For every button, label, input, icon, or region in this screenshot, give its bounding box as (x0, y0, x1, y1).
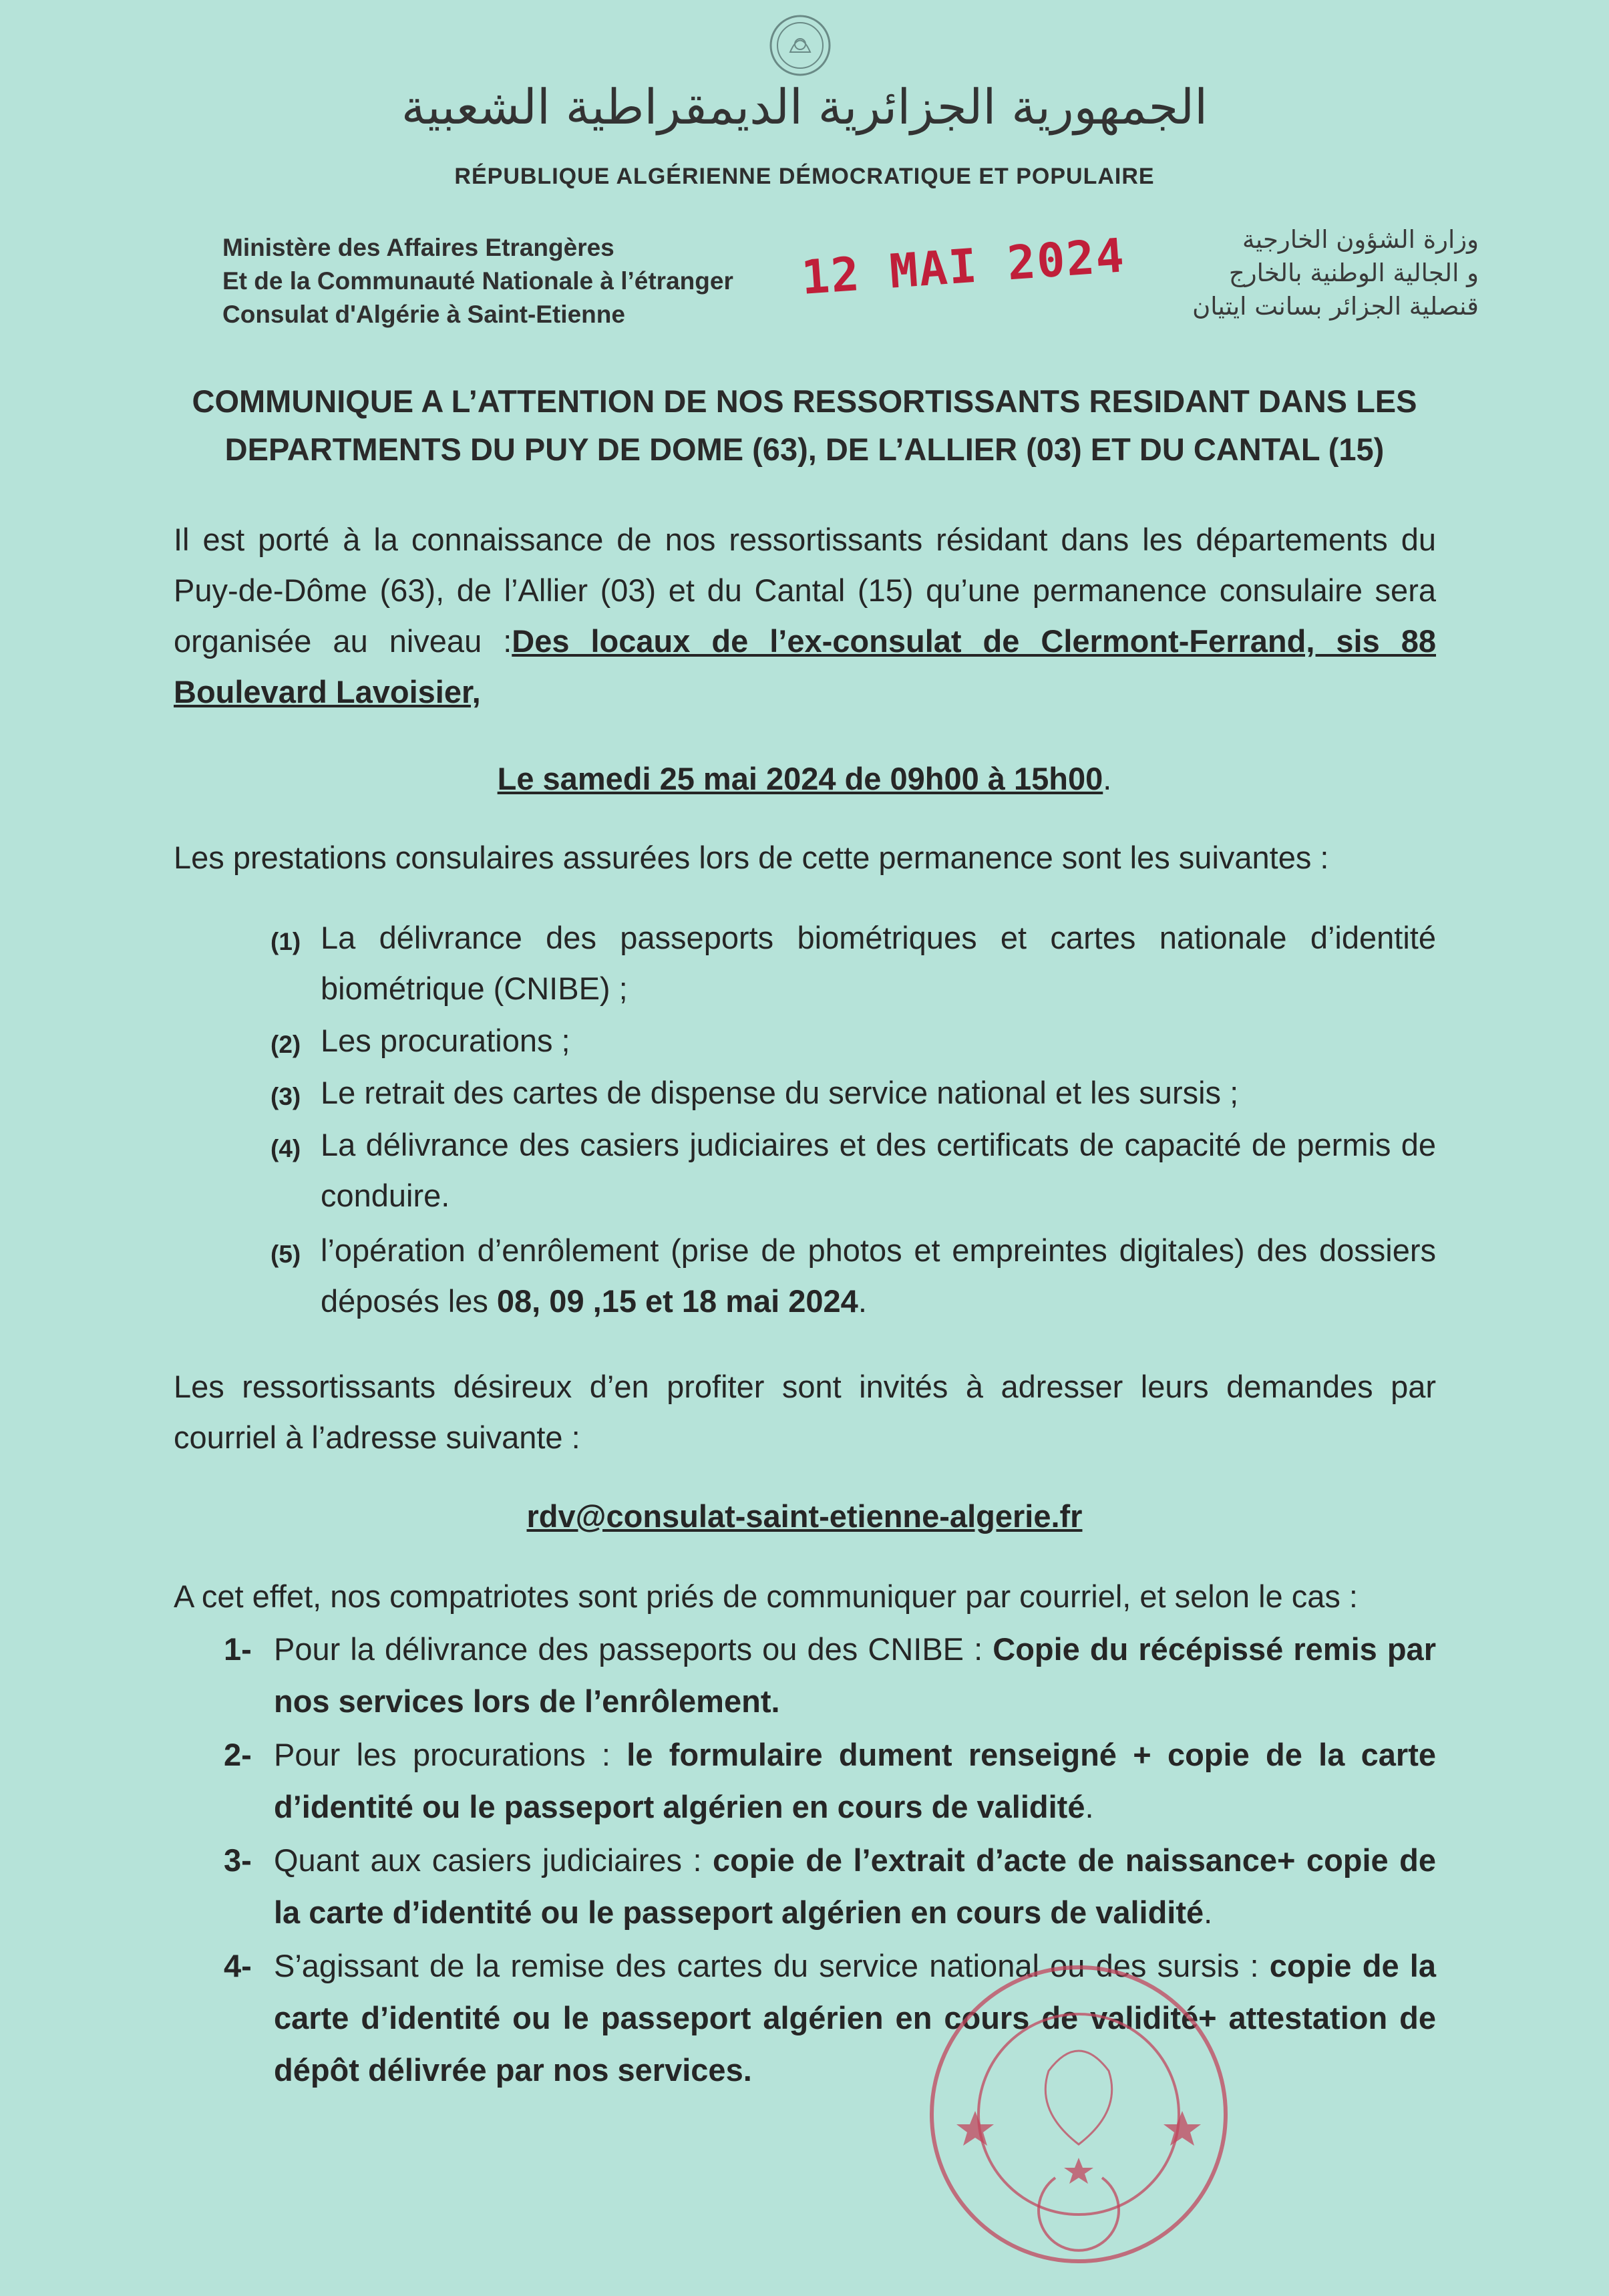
list-text-part: . (858, 1283, 867, 1319)
list-number: 2- (224, 1737, 252, 1772)
ministry-arabic-block (1192, 223, 1479, 323)
communique-heading (120, 377, 1489, 474)
intro-location: Des locaux de l’ex-consulat de Clermont-Ferrand, sis 88 Boulevard Lavoisier, (174, 623, 1437, 709)
list-number: (1) (271, 928, 301, 955)
list-item (271, 1068, 1436, 1118)
services-intro: Les prestations consulaires assurées lors de cette permanence sont les suivantes : (174, 840, 1329, 875)
intro-text: Il est porté à la connaissance de nos ressortissants résidant dans les départements du Puy-de-Dôme (63), de l’Allier (03) et du Cantal (15) qu’une permanence consulaire sera organisée au niveau : (174, 522, 1436, 659)
list-number: (3) (271, 1083, 301, 1110)
consulate-seal-icon (922, 1957, 1236, 2271)
date-line-suffix: . (1103, 761, 1112, 796)
list-text: La délivrance des passeports biométriques et cartes nationale d’identité biométrique (CNIBE) ; (321, 920, 1436, 1006)
ministry-line-ar: قنصلية الجزائر بسانت ايتيان (1192, 292, 1479, 321)
list-number: (5) (271, 1241, 301, 1268)
list-text: La délivrance des casiers judiciaires et des certificats de capacité de permis de conduire. (321, 1127, 1436, 1213)
list-item (271, 1120, 1436, 1221)
list-item (224, 1623, 1436, 1728)
ministry-line: Ministère des Affaires Etrangères (222, 234, 614, 261)
list-number: 3- (224, 1842, 252, 1878)
list-text-bold: copie de l’extrait d’acte de naissance+ copie de la carte d’identité ou le passeport algérien en cours de validité (274, 1842, 1436, 1930)
list-text-part: Pour la délivrance des passeports ou des CNIBE : (274, 1631, 993, 1667)
list-text-part: Pour les procurations : (274, 1737, 627, 1772)
ministry-line-ar: و الجالية الوطنية بالخارج (1228, 259, 1479, 287)
arabic-republic-title: الجمهورية الجزائرية الديمقراطية الشعبية (401, 79, 1208, 135)
list-text-part: . (1085, 1789, 1094, 1824)
ministry-line: Consulat d'Algérie à Saint-Etienne (222, 301, 625, 328)
list-item (271, 1225, 1436, 1327)
ministry-line: Et de la Communauté Nationale à l’étranger (222, 267, 733, 295)
list-number: (2) (271, 1031, 301, 1058)
list-item (224, 1940, 1436, 2096)
list-text-bold: le formulaire dument renseigné + copie de la carte d’identité ou le passeport algérien en cours de validité (274, 1737, 1436, 1824)
list-text (274, 1729, 1436, 1833)
list-item (224, 1729, 1436, 1833)
list-text-part: . (1204, 1895, 1213, 1930)
state-emblem-icon (767, 12, 834, 79)
list-text: Les procurations ; (321, 1023, 570, 1058)
french-republic-title: RÉPUBLIQUE ALGÉRIENNE DÉMOCRATIQUE ET POPULAIRE (454, 164, 1155, 189)
email-link[interactable]: rdv@consulat-saint-etienne-algerie.fr (526, 1498, 1083, 1534)
list-text: Le retrait des cartes de dispense du service national et les sursis ; (321, 1075, 1239, 1110)
intro-paragraph (174, 514, 1436, 717)
list-text-bold: Copie du récépissé remis par nos services lors de l’enrôlement. (274, 1631, 1436, 1719)
date-stamp: 12 MAI 2024 (799, 228, 1127, 305)
list-item (271, 1015, 1436, 1066)
list-number: (4) (271, 1135, 301, 1162)
list-text (274, 1834, 1436, 1939)
requirements-intro: A cet effet, nos compatriotes sont priés de communiquer par courriel, et selon le cas : (174, 1579, 1358, 1614)
list-text (274, 1623, 1436, 1728)
list-text-bold: 08, 09 ,15 et 18 mai 2024 (496, 1283, 858, 1319)
list-item (271, 913, 1436, 1014)
list-text-part: l’opération d’enrôlement (prise de photos et empreintes digitales) des dossiers déposés les (321, 1233, 1436, 1319)
list-number: 1- (224, 1631, 252, 1667)
list-text-part: S’agissant de la remise des cartes du service national ou des sursis : (274, 1948, 1270, 1983)
list-text-bold: copie de la carte d’identité ou le passeport algérien en cours de validité+ attestation de dépôt délivrée par nos services. (274, 1948, 1437, 2088)
list-text (274, 1940, 1436, 2096)
heading-line: COMMUNIQUE A L’ATTENTION DE NOS RESSORTISSANTS RESIDANT DANS LES (192, 383, 1417, 419)
list-text-part: Quant aux casiers judiciaires : (274, 1842, 713, 1878)
list-number: 4- (224, 1948, 252, 1983)
heading-line: DEPARTMENTS DU PUY DE DOME (63), DE L’ALLIER (03) ET DU CANTAL (15) (224, 432, 1385, 467)
date-line (0, 754, 1609, 804)
ministry-line-ar: وزارة الشؤون الخارجية (1242, 225, 1479, 254)
email-line (0, 1491, 1609, 1542)
list-item (224, 1834, 1436, 1939)
ministry-french-block (222, 231, 733, 331)
contact-intro: Les ressortissants désireux d’en profiter sont invités à adresser leurs demandes par courriel à l’adresse suivante : (174, 1369, 1436, 1455)
date-line-text: Le samedi 25 mai 2024 de 09h00 à 15h00 (497, 761, 1103, 796)
list-text (321, 1225, 1436, 1327)
